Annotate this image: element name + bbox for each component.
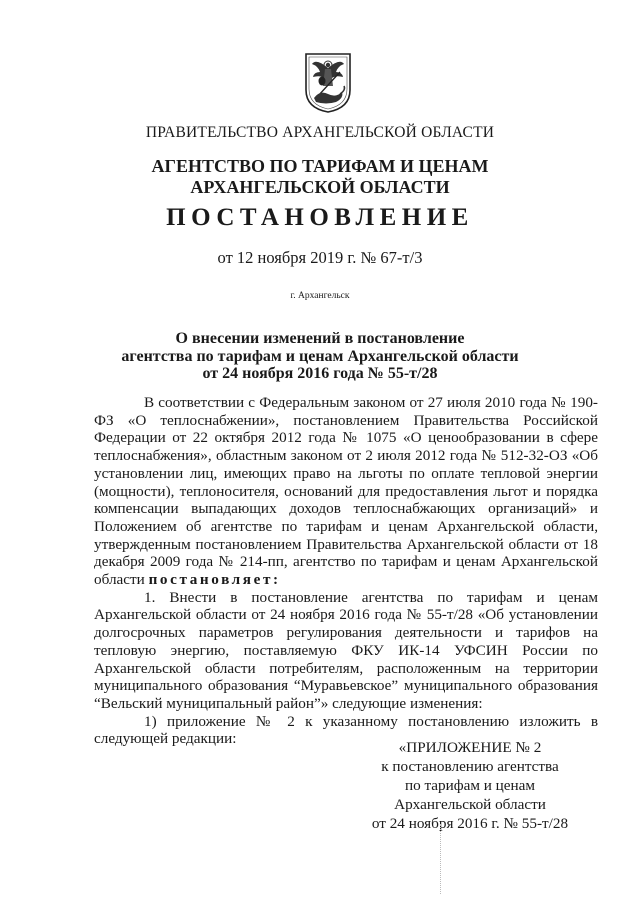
appendix-line-1: «ПРИЛОЖЕНИЕ № 2 — [398, 739, 542, 756]
subject-line-1: О внесении изменений в постановление — [175, 330, 465, 347]
preamble-paragraph — [94, 394, 598, 589]
clause-1-paragraph: 1. Внести в постановление агентства по тарифам и ценам Архангельской области от 24 ноября 2016 года № 55-т/28 «Об установлении долгосрочных параметров регулирования деятельности и тарифов на тепловую энергию, поставляемую ФКУ ИК-14 УФСИН России по Архангельской области потребителям, расположенным на территории муниципального образования “Муравьевское” муниципального образования “Вельский муниципальный район”» следующие изменения: — [94, 588, 598, 712]
agency-name — [0, 156, 640, 198]
document-body — [94, 394, 598, 748]
appendix-line-5: от 24 ноября 2016 г. № 55-т/28 — [371, 815, 569, 832]
clause-1-1-paragraph: 1) приложение № 2 к указанному постановлению изложить в следующей редакции: — [94, 712, 598, 748]
appendix-line-4: Архангельской области — [394, 796, 546, 813]
appendix-line-3: по тарифам и ценам — [404, 777, 536, 794]
document-subject — [0, 330, 640, 383]
government-name: ПРАВИТЕЛЬСТВО АРХАНГЕЛЬСКОЙ ОБЛАСТИ — [145, 124, 495, 141]
coat-of-arms-emblem — [302, 50, 354, 114]
preamble-text: В соответствии с Федеральным законом от 27 июля 2010 года № 190-ФЗ «О теплоснабжении», постановлением Правительства Российской Федерации от 22 октября 2012 года № 1075 «О ценообразовании в сфере теплоснабжения», областным законом от 2 июля 2012 года № 512-32-ОЗ «Об установлении лиц, имеющих право на льготы по оплате тепловой энергии (мощности), теплоносителя, оснований для предоставления льгот и порядка компенсации выпадающих доходов теплоснабжающих организаций» и Положением об агентстве по тарифам и ценам Архангельской области, утвержденным постановлением Правительства Архангельской области от 18 декабря 2009 года № 214-пп, агентство по тарифам и ценам Архангельской области — [94, 394, 598, 589]
subject-line-2: агентства по тарифам и ценам Архангельской области — [121, 347, 519, 365]
document-type-title: ПОСТАНОВЛЕНИЕ — [166, 204, 474, 231]
document-date-number: от 12 ноября 2019 г. № 67-т/3 — [217, 248, 423, 267]
scan-dotted-mark — [440, 824, 443, 894]
appendix-header — [340, 738, 600, 833]
agency-name-line-1: АГЕНТСТВО ПО ТАРИФАМ И ЦЕНАМ — [151, 156, 489, 176]
agency-name-line-2: АРХАНГЕЛЬСКОЙ ОБЛАСТИ — [190, 177, 450, 197]
subject-line-3: от 24 ноября 2016 года № 55-т/28 — [202, 365, 438, 382]
appendix-line-2: к постановлению агентства — [381, 758, 559, 775]
resolves-keyword: постановляет: — [148, 571, 281, 589]
document-city: г. Архангельск — [290, 291, 350, 301]
